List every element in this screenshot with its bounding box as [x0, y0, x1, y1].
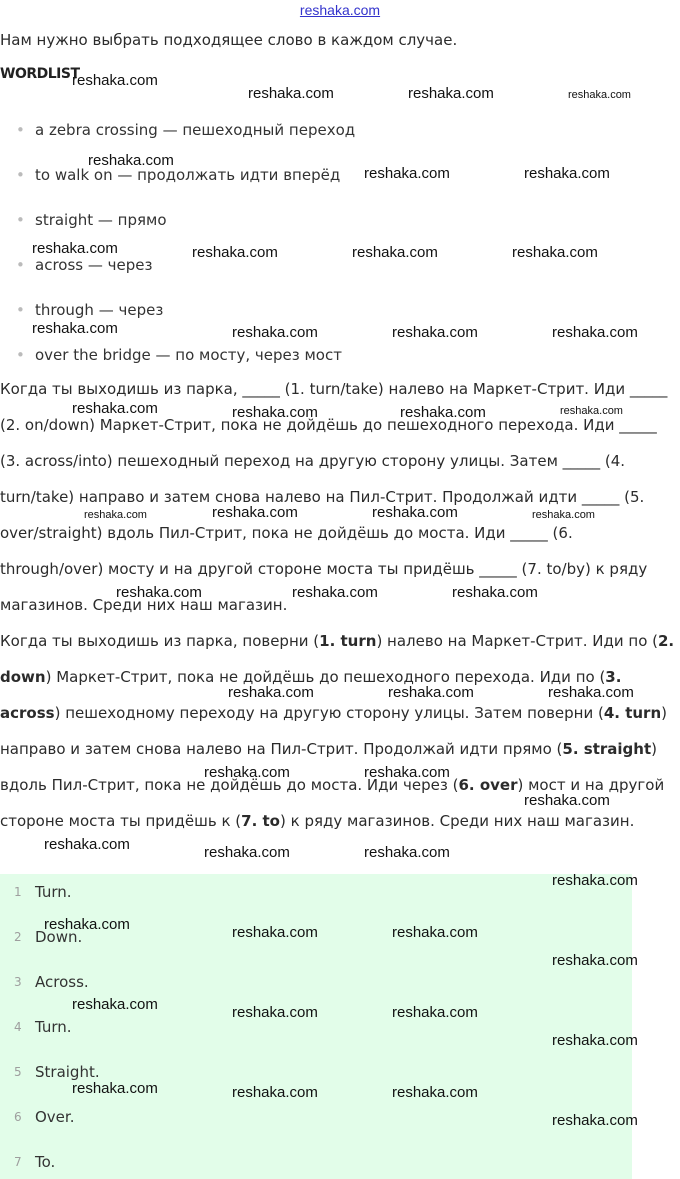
answer-word: Turn. — [35, 1018, 72, 1036]
answer-number: 7 — [14, 1155, 22, 1169]
watermark: reshaka.com — [364, 165, 450, 182]
watermark: reshaka.com — [364, 844, 450, 861]
watermark: reshaka.com — [212, 504, 298, 521]
watermark: reshaka.com — [232, 324, 318, 341]
watermark: reshaka.com — [232, 924, 318, 941]
answer-number: 3 — [14, 975, 22, 989]
answer-key: 2. down — [0, 632, 675, 686]
bullet-icon: • — [16, 166, 25, 184]
watermark: reshaka.com — [204, 764, 290, 781]
site-logo-link[interactable]: reshaka.com — [299, 2, 381, 18]
watermark: reshaka.com — [568, 89, 631, 101]
watermark: reshaka.com — [512, 244, 598, 261]
watermark: reshaka.com — [72, 400, 158, 417]
watermark: reshaka.com — [204, 844, 290, 861]
watermark: reshaka.com — [560, 405, 623, 417]
watermark: reshaka.com — [524, 165, 610, 182]
answer-word: To. — [35, 1153, 56, 1171]
watermark: reshaka.com — [372, 504, 458, 521]
watermark: reshaka.com — [292, 584, 378, 601]
watermark: reshaka.com — [88, 152, 174, 169]
watermark: reshaka.com — [552, 1032, 638, 1049]
watermark: reshaka.com — [72, 1080, 158, 1097]
wordlist-item: • across — через — [0, 253, 355, 298]
watermark: reshaka.com — [228, 684, 314, 701]
answer-number: 5 — [14, 1065, 22, 1079]
watermark: reshaka.com — [552, 1112, 638, 1129]
answer-paragraph: Когда ты выходишь из парка, поверни (1. turn) налево на Маркет-Стрит. Иди по (2. down) Маркет-Стрит, пока не дойдёшь до пешеходного перехода. Иди по (3. across) пешеходному переходу на другую сторону улицы. Затем поверни (4. turn) направо и затем снова налево на Пил-Стрит. Продолжай идти прямо (5. straight) вдоль Пил-Стрит, пока не дойдёшь до моста. Иди через (6. over) мост и на другой стороне моста ты придёшь к (7. to) к ряду магазинов. Среди них наш магазин. — [0, 632, 675, 830]
watermark: reshaka.com — [32, 240, 118, 257]
watermark: reshaka.com — [352, 244, 438, 261]
wordlist-item: • over the bridge — по мосту, через мост — [0, 343, 355, 388]
watermark: reshaka.com — [72, 72, 158, 89]
watermark: reshaka.com — [232, 404, 318, 421]
wordlist-item: • a zebra crossing — пешеходный переход — [0, 118, 355, 163]
answer-key: 6. over — [458, 776, 518, 794]
answer-word: Over. — [35, 1108, 75, 1126]
watermark: reshaka.com — [552, 872, 638, 889]
intro-text: Нам нужно выбрать подходящее слово в каждом случае. — [0, 31, 458, 49]
wordlist-item: • through — через — [0, 298, 355, 343]
watermark: reshaka.com — [552, 952, 638, 969]
bullet-icon: • — [16, 256, 25, 274]
watermark: reshaka.com — [44, 836, 130, 853]
answer-key: 7. to — [241, 812, 280, 830]
watermark: reshaka.com — [392, 1084, 478, 1101]
watermark: reshaka.com — [532, 509, 595, 521]
watermark: reshaka.com — [364, 764, 450, 781]
watermark: reshaka.com — [400, 404, 486, 421]
wordlist-item: • to walk on — продолжать идти вперёд — [0, 163, 355, 208]
answer-word: Straight. — [35, 1063, 100, 1081]
answer-number: 6 — [14, 1110, 22, 1124]
watermark: reshaka.com — [548, 684, 634, 701]
answer-number: 4 — [14, 1020, 22, 1034]
watermark: reshaka.com — [392, 324, 478, 341]
watermark: reshaka.com — [552, 324, 638, 341]
watermark: reshaka.com — [452, 584, 538, 601]
answer-key: 3. across — [0, 668, 622, 722]
watermark: reshaka.com — [84, 509, 147, 521]
watermark: reshaka.com — [232, 1084, 318, 1101]
watermark: reshaka.com — [388, 684, 474, 701]
watermark: reshaka.com — [192, 244, 278, 261]
wordlist-item: • straight — прямо — [0, 208, 355, 253]
bullet-icon: • — [16, 121, 25, 139]
answer-number: 1 — [14, 885, 22, 899]
watermark: reshaka.com — [232, 1004, 318, 1021]
watermark: reshaka.com — [72, 996, 158, 1013]
watermark: reshaka.com — [44, 916, 130, 933]
answer-key: 4. turn — [603, 704, 662, 722]
wordlist-heading: WORDLIST — [0, 66, 80, 82]
watermark: reshaka.com — [392, 1004, 478, 1021]
answer-word: Turn. — [35, 883, 72, 901]
answer-word: Across. — [35, 973, 89, 991]
answer-word: Down. — [35, 928, 83, 946]
answer-key: 5. straight — [562, 740, 652, 758]
bullet-icon: • — [16, 211, 25, 229]
watermark: reshaka.com — [248, 85, 334, 102]
watermark: reshaka.com — [32, 320, 118, 337]
watermark: reshaka.com — [392, 924, 478, 941]
bullet-icon: • — [16, 346, 25, 364]
watermark: reshaka.com — [116, 584, 202, 601]
watermark: reshaka.com — [408, 85, 494, 102]
bullet-icon: • — [16, 301, 25, 319]
answer-number: 2 — [14, 930, 22, 944]
task-paragraph: Когда ты выходишь из парка, _____ (1. turn/take) налево на Маркет-Стрит. Иди _____ (2. on/down) Маркет-Стрит, пока не дойдёшь до пешеходного перехода. Иди _____ (3. across/into) пешеходный переход на другую сторону улицы. Затем _____ (4. turn/take) направо и затем снова налево на Пил-Стрит. Продолжай идти _____ (5. over/straight) вдоль Пил-Стрит, пока не дойдёшь до моста. Иди _____ (6. through/over) мосту и на другой стороне моста ты придёшь _____ (7. to/by) к ряду магазинов. Среди них наш магазин. — [0, 380, 668, 614]
answer-key: 1. turn — [319, 632, 377, 650]
watermark: reshaka.com — [524, 792, 610, 809]
